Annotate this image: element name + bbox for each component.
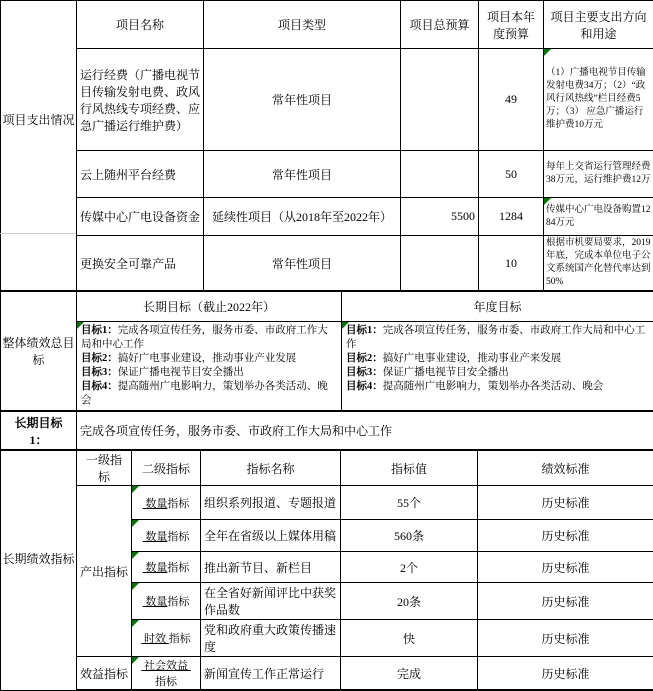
long-term-indicators-table (0, 450, 653, 691)
expense-header-row (1, 1, 653, 49)
usage-cell: 每年上交省运行管理经费38万元，运行维护费12万 (544, 151, 653, 198)
expense-row (1, 49, 653, 151)
project-name-header: 项目名称 (77, 1, 204, 49)
annual-budget-cell: 50 (479, 151, 544, 198)
expense-row (1, 198, 653, 236)
standard-cell: 历史标准 (478, 657, 653, 691)
indicator-value-cell: 完成 (341, 657, 478, 691)
goal-line: 目标2：搞好广电事业建设，推动事业产来发展 (346, 352, 649, 366)
level2-indicator-header: 二级指标 (132, 451, 201, 486)
indicator-name-cell: 新闻宣传工作正常运行 (201, 657, 341, 691)
total-budget-cell: 5500 (401, 198, 479, 236)
annual-goals-header: 年度目标 (342, 292, 653, 322)
project-type-cell: 常年性项目 (204, 236, 401, 291)
indicator-value-cell: 2个 (341, 552, 478, 583)
long-term-goal1-label (1, 412, 77, 450)
goal-line: 目标3：保证广播电视节目安全播出 (81, 366, 337, 380)
annual-budget-cell: 1284 (479, 198, 544, 236)
goal1-label-line1: 长期目标 (14, 416, 62, 430)
total-budget-cell (401, 151, 479, 198)
goal-line: 目标2：搞好广电事业建设，推动事业产业发展 (81, 352, 337, 366)
goal-line: 目标3：保证广播电视节目安全播出 (346, 366, 649, 380)
annual-budget-header: 项目本年度预算 (479, 1, 544, 49)
long-term-goals-header: 长期目标（截止2022年） (77, 292, 342, 322)
annual-budget-cell: 49 (479, 49, 544, 151)
goals-header-row (1, 292, 653, 322)
level2-indicator-cell: 时效 指标 (132, 620, 201, 657)
standard-cell: 历史标准 (478, 486, 653, 520)
expense-row (1, 151, 653, 198)
expense-row (1, 236, 653, 291)
level2-indicator-cell: 数量指标 (132, 486, 201, 520)
level2-indicator-cell: 数量指标 (132, 520, 201, 552)
goal-line: 目标1：完成各项宣传任务，服务市委、市政府工作大局和中心工作 (81, 324, 337, 352)
expense-section-label: 项目支出情况 (1, 1, 77, 291)
level2-indicator-cell: 数量指标 (132, 583, 201, 620)
level2-indicator-cell: 社会效益 指标 (132, 657, 201, 691)
annual-budget-cell: 10 (479, 236, 544, 291)
standard-cell: 历史标准 (478, 552, 653, 583)
indicator-name-cell: 在全省好新闻评比中获奖作品数 (201, 583, 341, 620)
indicator-row (1, 657, 653, 691)
goal1-label-line2: 1： (29, 433, 47, 447)
project-type-cell: 常年性项目 (204, 151, 401, 198)
long-term-goal1-table (0, 411, 653, 450)
project-name-cell: 更换安全可靠产品 (77, 236, 204, 291)
goal-line: 目标4：提高随州广电影响力，策划举办各类活动、晚会 (346, 380, 649, 394)
indicator-name-cell: 推出新节目、新栏目 (201, 552, 341, 583)
total-budget-cell (401, 49, 479, 151)
indicator-row (1, 486, 653, 520)
indicator-name-cell: 全年在省级以上媒体用稿 (201, 520, 341, 552)
indicator-value-cell: 20条 (341, 583, 478, 620)
project-type-header: 项目类型 (204, 1, 401, 49)
usage-cell: （1）广播电视节目传输发射电费34万；（2）“政风行风热线”栏目经费5万；（3） 应急广播运行维护费10万元 (544, 49, 653, 151)
project-type-cell: 延续性项目（从2018年至2022年） (204, 198, 401, 236)
usage-header: 项目主要支出方向和用途 (544, 1, 653, 49)
long-term-goal1-row (1, 412, 653, 450)
usage-cell: 传媒中心广电设备购置1284万元 (544, 198, 653, 236)
goals-content-row (1, 322, 653, 411)
indicator-value-cell: 560条 (341, 520, 478, 552)
standard-header: 绩效标准 (478, 451, 653, 486)
total-budget-cell (401, 236, 479, 291)
project-name-cell: 传媒中心广电设备资金 (77, 198, 204, 236)
indicator-name-header: 指标名称 (201, 451, 341, 486)
overall-goals-table (0, 291, 653, 411)
overall-goals-label: 整体绩效总目标 (1, 292, 77, 411)
project-name-cell: 云上随州平台经费 (77, 151, 204, 198)
project-expense-table (0, 0, 653, 291)
indicators-section-label: 长期绩效指标 (1, 451, 77, 691)
level1-indicator-header: 一级指标 (77, 451, 132, 486)
annual-goals-cell (342, 322, 653, 411)
page-break-line (0, 233, 76, 234)
long-term-goal1-content: 完成各项宣传任务，服务市委、市政府工作大局和中心工作 (77, 412, 653, 450)
long-term-goals-cell (77, 322, 342, 411)
project-name-cell: 运行经费（广播电视节目传输发射电费、政风行风热线专项经费、应急广播运行维护费） (77, 49, 204, 151)
indicator-name-cell: 党和政府重大政策传播速度 (201, 620, 341, 657)
output-indicator-group-label: 产出指标 (77, 486, 132, 657)
indicator-value-cell: 快 (341, 620, 478, 657)
indicators-header-row (1, 451, 653, 486)
total-budget-header: 项目总预算 (401, 1, 479, 49)
standard-cell: 历史标准 (478, 620, 653, 657)
goal-line: 目标1：完成各项宣传任务，服务市委、市政府工作大局和中心工作 (346, 324, 649, 352)
project-type-cell: 常年性项目 (204, 49, 401, 151)
indicator-name-cell: 组织系列报道、专题报道 (201, 486, 341, 520)
standard-cell: 历史标准 (478, 520, 653, 552)
standard-cell: 历史标准 (478, 583, 653, 620)
goal-line: 目标4：提高随州广电影响力，策划举办各类活动、晚会 (81, 380, 337, 408)
indicator-value-header: 指标值 (341, 451, 478, 486)
level2-indicator-cell: 数量指标 (132, 552, 201, 583)
benefit-indicator-group-label: 效益指标 (77, 657, 132, 691)
indicator-value-cell: 55个 (341, 486, 478, 520)
usage-cell: 根据市机要局要求，2019年底，完成本单位电子公文系统国产化替代率达到50% (544, 236, 653, 291)
